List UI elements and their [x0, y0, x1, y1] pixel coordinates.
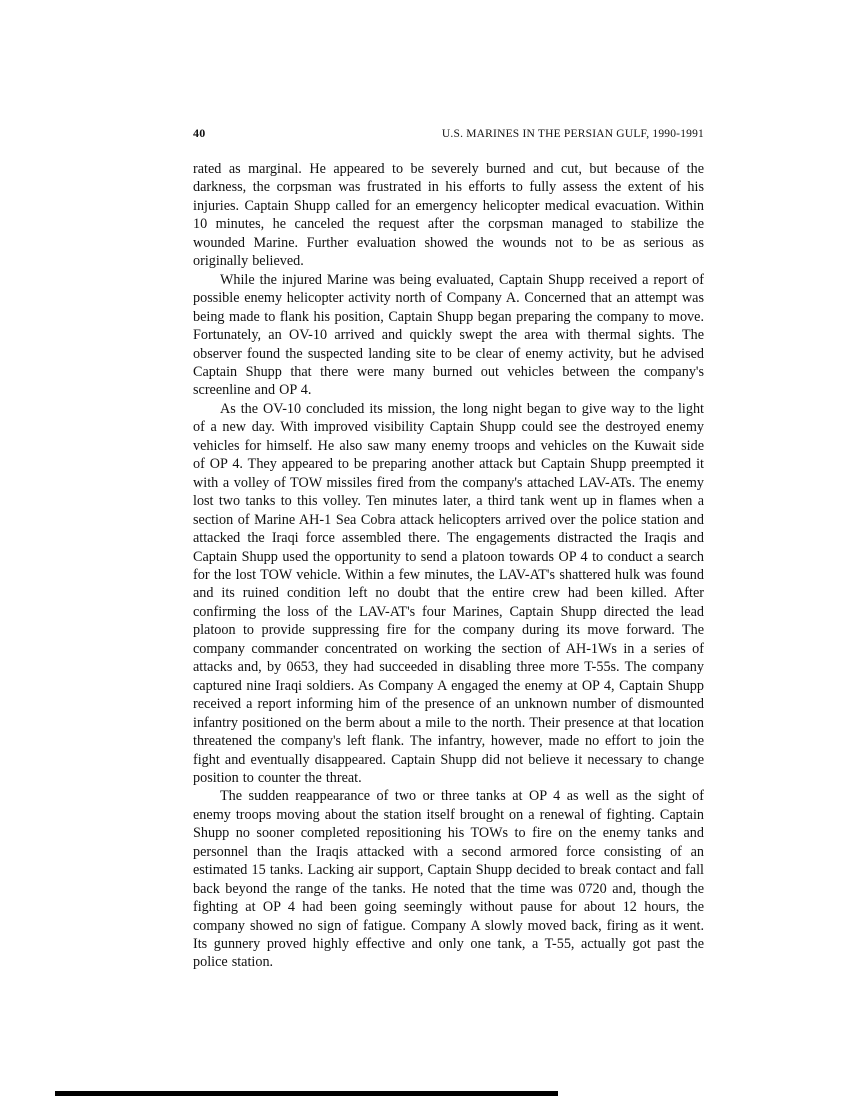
paragraph: As the OV-10 concluded its mission, the long night began to give way to the light of a new day. With improved visibility Captain Shupp could see the destroyed enemy vehicles for himself. He also saw many enemy troops and vehicles on the Kuwait side of OP 4. They appeared to be preparing another attack but Captain Shupp preempted it with a volley of TOW missiles fired from the company's attached LAV-ATs. The enemy lost two tanks to this volley. Ten minutes later, a third tank went up in flames when a section of Marine AH-1 Sea Cobra attack helicopters arrived over the police station and attacked the Iraqi force assembled there. The engagements distracted the Iraqis and Captain Shupp used the opportunity to send a platoon towards OP 4 to conduct a search for the lost TOW vehicle. Within a few minutes, the LAV-AT's shattered hulk was found and its ruined condition left no doubt that the entire crew had been killed. After confirming the loss of the LAV-AT's four Marines, Captain Shupp directed the lead platoon to provide suppressing fire for the company during its move forward. The company commander concentrated on working the section of AH-1Ws in a series of attacks and, by 0653, they had succeeded in disabling three more T-55s. The company captured nine Iraqi soldiers. As Company A engaged the enemy at OP 4, Captain Shupp received a report informing him of the presence of an unknown number of dismounted infantry positioned on the berm about a mile to the north. Their presence at that location threatened the company's left flank. The infantry, however, made no effort to join the fight and eventually disappeared. Captain Shupp did not believe it necessary to change position to counter the threat.	[193, 400, 704, 786]
bottom-rule	[55, 1091, 558, 1096]
running-title: U.S. MARINES IN THE PERSIAN GULF, 1990-1991	[441, 128, 704, 140]
paragraph: While the injured Marine was being evaluated, Captain Shupp received a report of possible enemy helicopter activity north of Company A. Concerned that an attempt was being made to flank his position, Captain Shupp began preparing the company to move. Fortunately, an OV-10 arrived and quickly swept the area with thermal sights. The observer found the suspected landing site to be clear of enemy activity, but he advised Captain Shupp that there were many burned out vehicles between the company's screenline and OP 4.	[193, 271, 704, 399]
paragraph: rated as marginal. He appeared to be severely burned and cut, but because of the darkness, the corpsman was frustrated in his efforts to fully assess the extent of his injuries. Captain Shupp called for an emergency helicopter medical evacuation. Within 10 minutes, he canceled the request after the corpsman managed to stabilize the wounded Marine. Further evaluation showed the wounds not to be as serious as originally believed.	[193, 161, 704, 270]
body-text	[193, 160, 704, 972]
page-number: 40	[193, 126, 206, 140]
page-header	[193, 126, 704, 141]
text-block	[193, 126, 704, 972]
paragraph: The sudden reappearance of two or three tanks at OP 4 as well as the sight of enemy troops moving about the station itself brought on a renewal of fighting. Captain Shupp no sooner completed repositioning his TOWs to fire on the enemy tanks and personnel than the Iraqis attacked with a second armored force consisting of an estimated 15 tanks. Lacking air support, Captain Shupp decided to break contact and fall back beyond the range of the tanks. He noted that the time was 0720 and, though the fighting at OP 4 had been going seemingly without pause for about 12 hours, the company showed no sign of fatigue. Company A slowly moved back, firing as it went. Its gunnery proved highly effective and only one tank, a T-55, actually got past the police station.	[193, 788, 704, 971]
